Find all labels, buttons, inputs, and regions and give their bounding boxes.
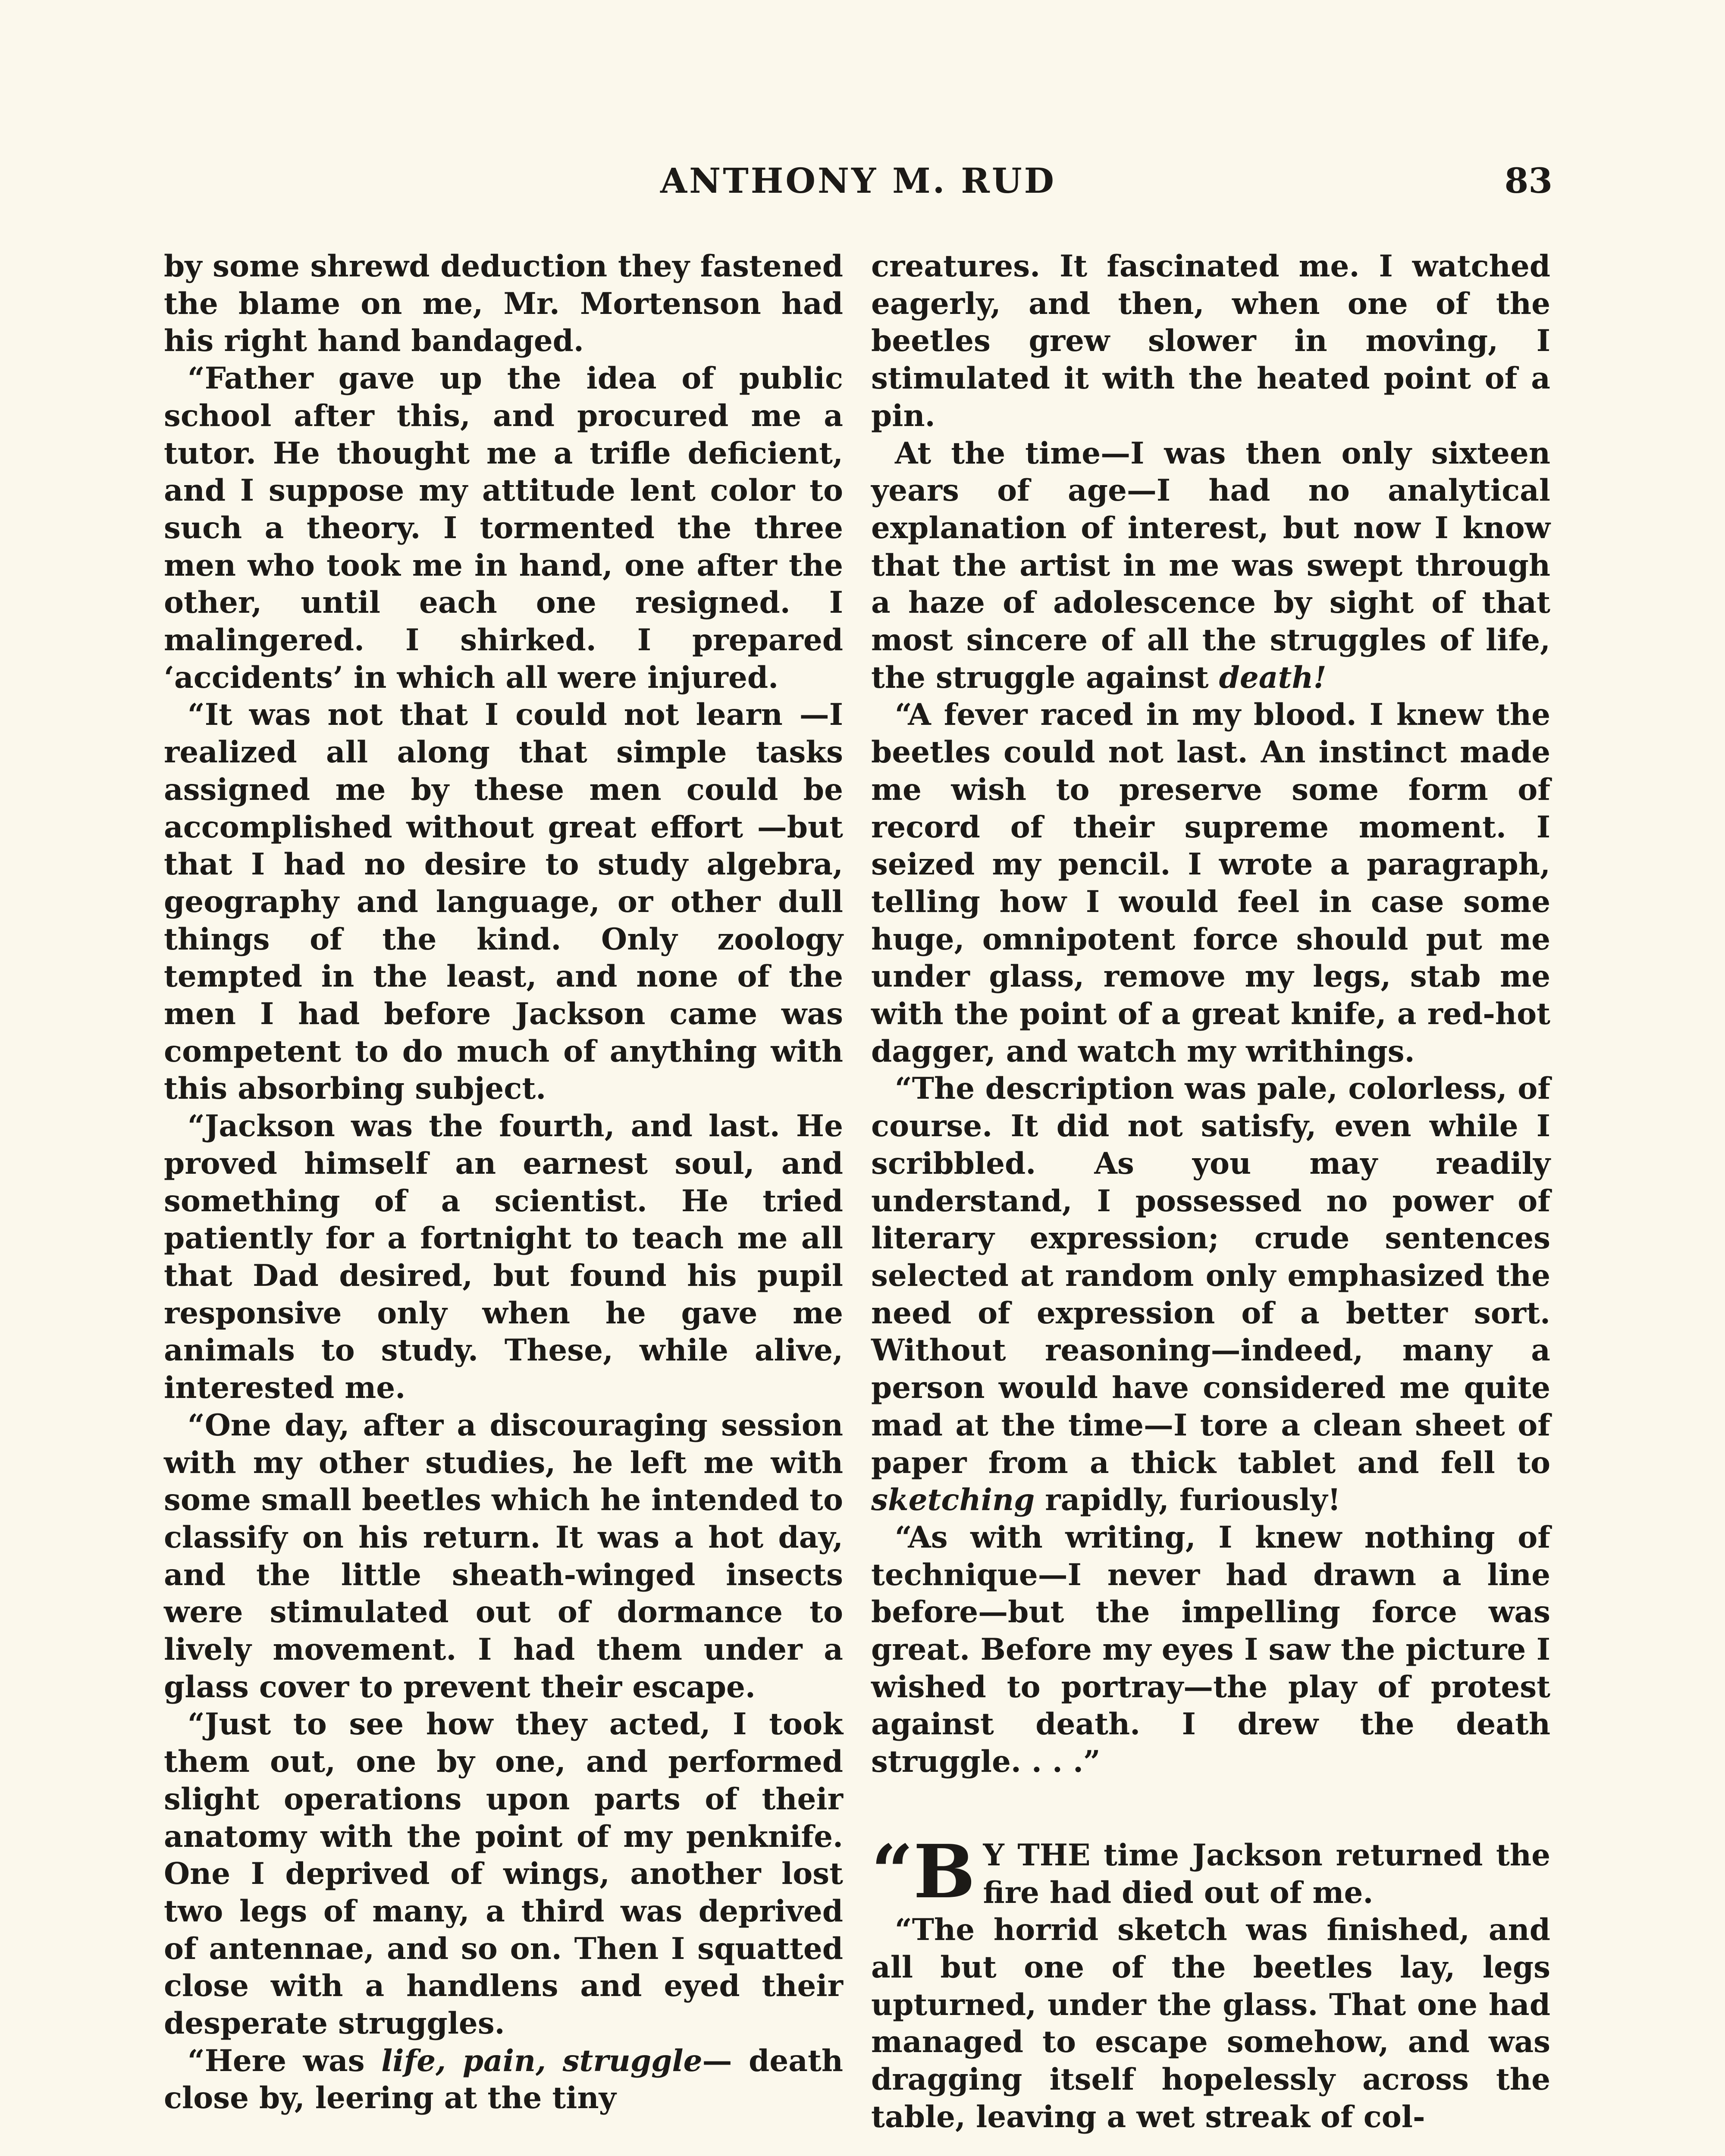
text-run: rapidly, furiously! [1035,1482,1341,1518]
text-run: — death close by, leering at the tiny [164,2043,843,2116]
paragraph [871,1070,1550,1519]
paragraph: “Just to see how they acted, I took them out, one by one, and performed slight operations upon parts of their anatomy with the point of my penknife. One I deprived of wings, another lost two legs of many, a third was deprived of antennae, and so on. Then I squatted close with a handlens and eyed their desperate struggles. [164,1707,843,2041]
paragraph: by some shrewd deduction they fastened the blame on me, Mr. Mortenson had his right hand bandaged. [164,249,843,359]
text-run: Y THE time Jackson returned the fire had died out of me. [983,1837,1550,1910]
drop-cap: “B [871,1828,975,1915]
paragraph: “A fever raced in my blood. I knew the beetles could not last. An instinct made me wish to preserve some form of record of their supreme moment. I seized my pencil. I wrote a paragraph, telling how I would feel in case some huge, omnipotent force should put me under glass, remove my legs, stab me with the point of a great knife, a red-hot dagger, and watch my writhings. [871,697,1550,1069]
section-opening [871,1828,1550,1915]
text-run: “Here was [188,2043,382,2078]
italic-text: death! [1219,660,1327,695]
paragraph: “As with writing, I knew nothing of technique—I never had drawn a line before—but the impelling force was great. Before my eyes I saw the picture I wished to portray—the play of protest against death. I drew the death struggle. . . .” [871,1520,1550,1780]
text-run: “The description was pale, colorless, of course. It did not satisfy, even while I scribbled. As you may readily understand, I possessed no power of literary expression; crude sentences selected at random only emphasized the need of expression of a better sort. Without reasoning—indeed, many a person would have considered me quite mad at the time—I tore a clean sheet of paper from a thick tablet and fell to [871,1071,1550,1480]
paragraph: “One day, after a discouraging session with my other studies, he left me with some small beetles which he intended to classify on his return. It was a hot day, and the little sheath-winged insects were stimulated out of dormance to lively movement. I had them under a glass cover to prevent their escape. [164,1407,843,1705]
right-column [871,248,1550,2136]
page-number: 83 [1504,160,1552,201]
paragraph [871,435,1550,697]
paragraph: “Jackson was the fourth, and last. He proved himself an earnest soul, and something of a scientist. He tried patiently for a fortnight to teach me all that Dad desired, but found his pupil responsive only when he gave me animals to study. These, while alive, interested me. [164,1109,843,1406]
paragraph: creatures. It fascinated me. I watched eagerly, and then, when one of the beetles grew slower in moving, I stimulated it with the heated point of a pin. [871,249,1550,433]
paragraph [164,2043,843,2117]
italic-text: life, pain, struggle [381,2043,703,2078]
italic-text: sketching [871,1482,1035,1518]
running-head [164,160,1552,208]
paragraph: “It was not that I could not learn —I realized all along that simple tasks assigned me by these men could be accomplished without great effort —but that I had no desire to study algebra, geography and language, or other dull things of the kind. Only zoology tempted in the least, and none of the men I had before Jackson came was competent to do much of anything with this absorbing subject. [164,697,843,1106]
text-run: At the time—I was then only sixteen years of age—I had no analytical explanation of interest, but now I know that the artist in me was swept through a haze of adolescence by sight of that most sincere of all the struggles of life, the struggle against [871,436,1550,695]
paragraph: “The horrid sketch was finished, and all but one of the beetles lay, legs upturned, under the glass. That one had managed to escape somehow, and was dragging itself hopelessly across the table, leaving a wet streak of col- [871,1912,1550,2134]
left-column [164,248,843,2117]
running-title: ANTHONY M. RUD [660,160,1056,201]
paragraph: “Father gave up the idea of public school after this, and procured me a tutor. He thought me a trifle deficient, and I suppose my attitude lent color to such a theory. I tormented the three men who took me in hand, one after the other, until each one resigned. I malingered. I shirked. I prepared ‘accidents’ in which all were injured. [164,361,843,695]
